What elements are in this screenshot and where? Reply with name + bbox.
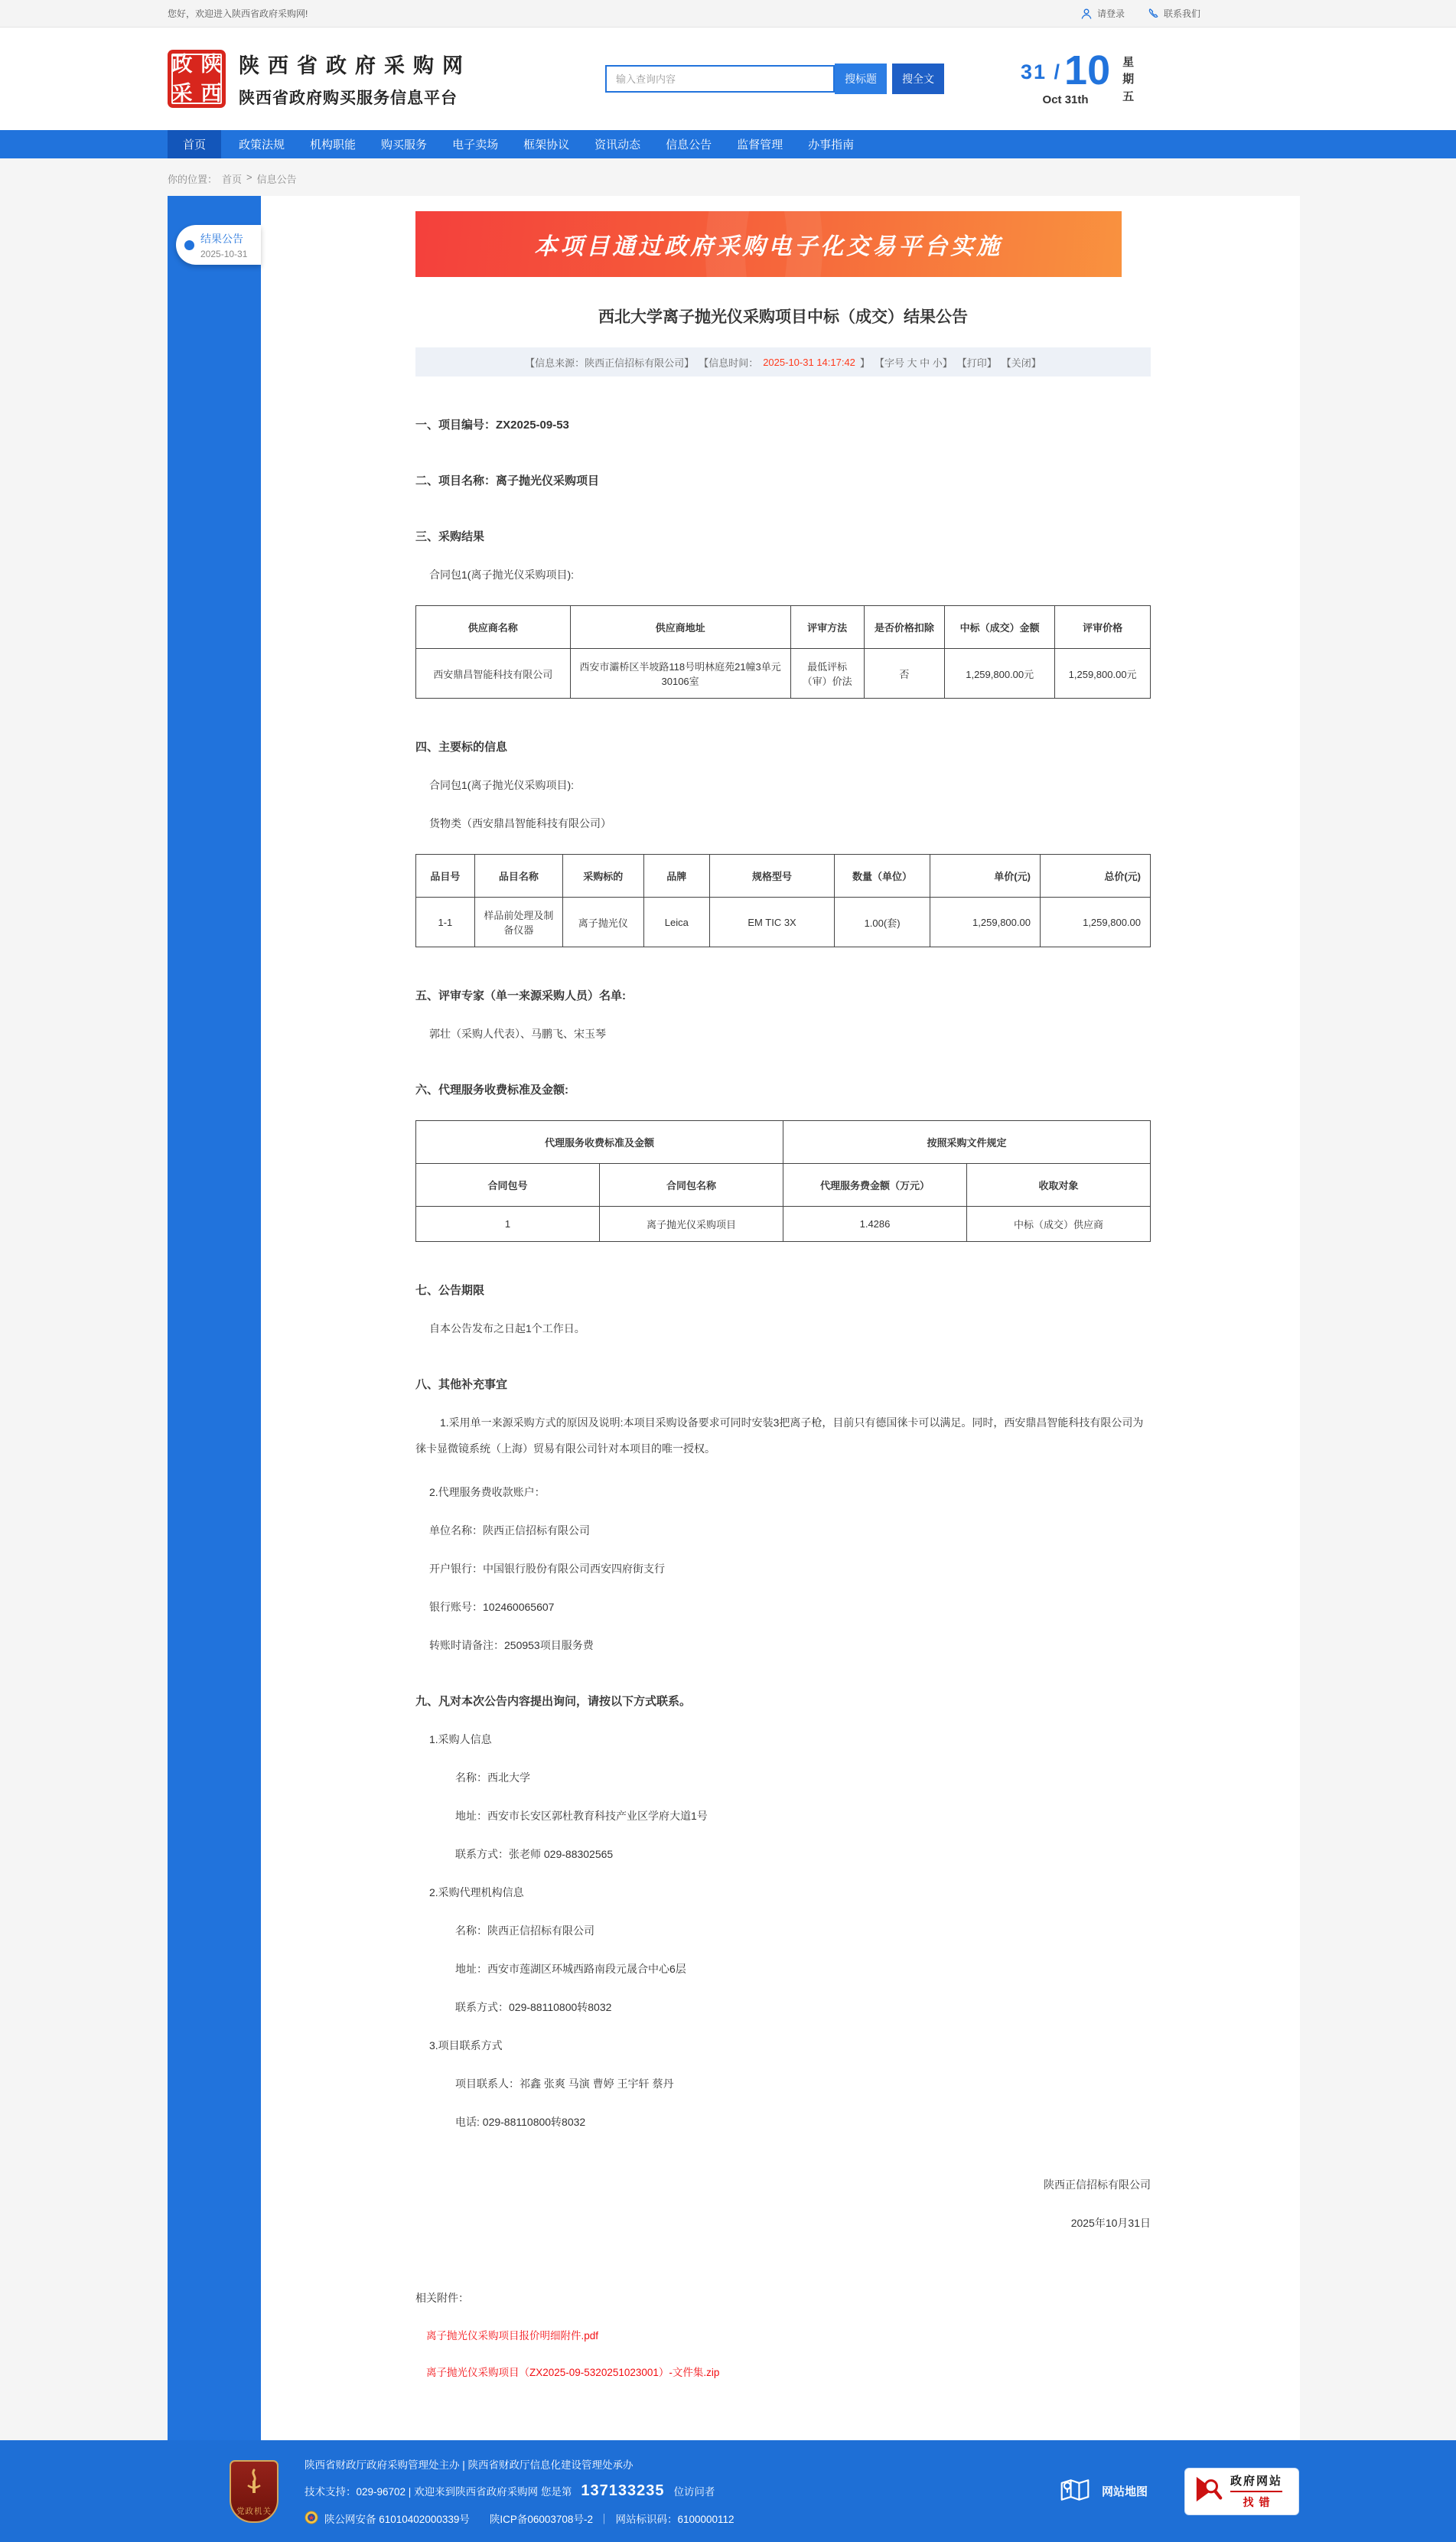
close-button[interactable]: 【关闭】: [1001, 357, 1041, 369]
error-finder-icon: [1194, 2474, 1223, 2508]
agency-address: 地址：西安市莲湖区环城西路南段元晟合中心6层: [455, 1963, 686, 1976]
welcome-text: 您好，欢迎进入陕西省政府采购网!: [168, 8, 308, 19]
attachment-link-pdf[interactable]: 离子抛光仪采购项目报价明细附件.pdf: [426, 2330, 599, 2342]
search-title-button[interactable]: 搜标题: [835, 64, 887, 94]
attachments-label: 相关附件：: [415, 2292, 469, 2305]
print-button[interactable]: 【打印】: [956, 357, 997, 369]
agency-info-title: 2.采购代理机构信息: [429, 1886, 524, 1899]
section-4-heading: 四、主要标的信息: [415, 741, 508, 754]
article-meta-bar: 【信息来源：陕西正信招标有限公司】 【信息时间： 2025-10-31 14:17:42 】 【字号 大 中 小】 【打印】 【关闭】: [415, 347, 1151, 376]
section-8-account-number: 银行账号：102460065607: [429, 1601, 555, 1614]
article-panel: [261, 196, 1300, 2440]
table-row: 1-1 样品前处理及制备仪器 离子抛光仪 Leica EM TIC 3X 1.00(套) 1,259,800.00 1,259,800.00: [416, 898, 1151, 947]
table-header-row: 供应商名称 供应商地址 评审方法 是否价格扣除 中标（成交）金额 评审价格: [416, 606, 1151, 649]
section-8-account-heading: 2.代理服务费收款账户：: [429, 1486, 546, 1499]
signature-company: 陕西正信招标有限公司: [1044, 2179, 1151, 2192]
section-5-heading: 五、评审专家（单一来源采购人员）名单:: [415, 989, 626, 1002]
signature-block: [415, 2177, 1151, 2231]
left-sidebar: [168, 196, 261, 2440]
section-8-transfer-note: 转账时请备注：250953项目服务费: [429, 1639, 594, 1652]
user-icon: [1080, 8, 1093, 20]
section-4-category: 货物类（西安鼎昌智能科技有限公司）: [429, 817, 611, 829]
section-7-heading: 七、公告期限: [415, 1284, 485, 1297]
site-footer: [0, 2440, 1456, 2542]
meta-time-prefix: 【信息时间：: [699, 357, 759, 369]
party-government-emblem: 党政机关: [230, 2460, 278, 2523]
date-english: Oct 31th: [1042, 93, 1089, 107]
section-5-experts: 郭壮（采购人代表）、马鹏飞、宋玉琴: [429, 1028, 606, 1040]
public-security-record[interactable]: 陕公网安备 61010402000339号: [324, 2514, 470, 2526]
site-subtitle: 陕西省政府购买服务信息平台: [239, 90, 458, 107]
login-label: 请登录: [1096, 8, 1125, 19]
section-8-account-name: 单位名称：陕西正信招标有限公司: [429, 1524, 590, 1537]
attachment-link-zip[interactable]: 离子抛光仪采购项目（ZX2025-09-5320251023001）-文件集.zip: [426, 2367, 720, 2379]
agency-name: 名称：陕西正信招标有限公司: [455, 1924, 594, 1937]
purchaser-name: 名称：西北大学: [455, 1771, 530, 1784]
search-input[interactable]: [605, 65, 835, 93]
table-header-row: 品目号 品目名称 采购标的 品牌 规格型号 数量（单位） 单价(元) 总价(元): [416, 855, 1151, 898]
section-8-reason: 1.采用单一来源采购方式的原因及说明:本项目采购设备要求可同时安装3把离子枪，目前只有德国徕卡可以满足。同时，西安鼎昌智能科技有限公司为徕卡显微镜系统（上海）贸易有限公司针对本项目的唯一授权。: [415, 1416, 1144, 1455]
footer-visitor-line: 技术支持：029-96702 | 欢迎来到陕西省政府采购网 您是第 137133235 位访问者: [305, 2482, 715, 2499]
date-month: 10: [1064, 47, 1111, 93]
section-3-heading: 三、采购结果: [415, 530, 485, 543]
breadcrumb-separator: >: [246, 171, 252, 183]
project-contact-phone: 电话: 029-88110800转8032: [455, 2116, 586, 2129]
contact-label: 联系我们: [1163, 8, 1200, 19]
nav-item-functions[interactable]: 机构职能: [310, 139, 357, 152]
nav-item-purchase-services[interactable]: 购买服务: [381, 139, 428, 152]
top-bar: [0, 0, 1456, 28]
project-contact-persons: 项目联系人：祁鑫 张爽 马演 曹婷 王宇轩 蔡丹: [455, 2078, 674, 2091]
section-2-project-name: 二、项目名称：离子抛光仪采购项目: [415, 474, 600, 487]
project-contact-title: 3.项目联系方式: [429, 2039, 503, 2052]
purchaser-address: 地址：西安市长安区郭杜教育科技产业区学府大道1号: [455, 1810, 708, 1823]
supplier-result-table: [415, 605, 1151, 699]
sitemap-link[interactable]: 网站地图: [1058, 2475, 1148, 2508]
site-header: [0, 28, 1456, 130]
eprocurement-banner: 本项目通过政府采购电子化交易平台实施: [415, 211, 1122, 277]
section-9-heading: 九、凡对本次公告内容提出询问，请按以下方式联系。: [415, 1695, 692, 1709]
footer-organizer-line: 陕西省财政厅政府采购管理处主办 | 陕西省财政厅信息化建设管理处承办: [305, 2459, 634, 2471]
site-logo: 政 陕 采 西: [168, 50, 226, 108]
section-4-package: 合同包1(离子抛光仪采购项目):: [429, 779, 574, 791]
date-widget: [1021, 47, 1135, 107]
breadcrumb-prefix: 你的位置：: [168, 174, 218, 185]
site-title: 陕西省政府采购网: [239, 54, 471, 77]
sidebar-tab-label: 结果公告: [200, 232, 243, 245]
bullet-dot-icon: [184, 240, 194, 250]
nav-item-framework-agreement[interactable]: 框架协议: [523, 139, 570, 152]
breadcrumb-home-link[interactable]: 首页: [222, 174, 243, 185]
icp-record[interactable]: 陕ICP备06003708号-2: [489, 2514, 593, 2526]
contact-link[interactable]: [1148, 7, 1200, 20]
section-3-package: 合同包1(离子抛光仪采购项目):: [429, 569, 574, 581]
font-size-control[interactable]: 【字号 大 中 小】: [874, 357, 953, 369]
sidebar-tab-date: 2025-10-31: [200, 248, 248, 259]
table-row: 西安鼎昌智能科技有限公司 西安市灞桥区半坡路118号明林庭苑21幢3单元30106室 最低评标（审）价法 否 1,259,800.00元 1,259,800.00元: [416, 649, 1151, 699]
nav-item-news[interactable]: 资讯动态: [594, 139, 641, 152]
section-6-heading: 六、代理服务收费标准及金额:: [415, 1084, 568, 1097]
search-bar: [605, 64, 944, 94]
nav-item-supervision[interactable]: 监督管理: [737, 139, 783, 152]
nav-item-guide[interactable]: 办事指南: [808, 139, 855, 152]
search-fulltext-button[interactable]: 搜全文: [892, 64, 944, 94]
section-8-bank: 开户银行：中国银行股份有限公司西安四府街支行: [429, 1563, 665, 1576]
purchaser-info-title: 1.采购人信息: [429, 1733, 492, 1746]
gov-site-error-report-badge[interactable]: 政府网站 找错: [1184, 2468, 1299, 2515]
visitor-count: 137133235: [581, 2482, 665, 2499]
section-1-project-number: 一、项目编号：ZX2025-09-53: [415, 419, 569, 432]
section-8-heading: 八、其他补充事宜: [415, 1378, 508, 1391]
sidebar-item-result-announcement[interactable]: [176, 225, 261, 265]
login-link[interactable]: [1080, 7, 1125, 20]
police-badge-icon: [305, 2511, 318, 2527]
nav-item-home[interactable]: 首页: [168, 130, 221, 158]
map-icon: [1058, 2475, 1092, 2508]
bid-items-table: [415, 854, 1151, 947]
meta-time-value: 2025-10-31 14:17:42: [763, 356, 855, 368]
signature-date: 2025年10月31日: [1070, 2217, 1151, 2230]
date-day: 31 /: [1021, 60, 1062, 83]
phone-icon: [1148, 8, 1159, 19]
page-title: 西北大学离子抛光仪采购项目中标（成交）结果公告: [598, 308, 968, 326]
emblem-torch-icon: [244, 2469, 264, 2503]
breadcrumb: [168, 158, 1300, 196]
table-row: 1 离子抛光仪采购项目 1.4286 中标（成交）供应商: [416, 1207, 1151, 1242]
breadcrumb-current: 信息公告: [256, 174, 297, 185]
agency-contact: 联系方式：029-88110800转8032: [455, 2001, 612, 2014]
main-nav: [0, 130, 1456, 158]
agency-fee-table: [415, 1120, 1151, 1242]
date-weekday: 星期五: [1122, 55, 1135, 103]
purchaser-contact: 联系方式：张老师 029-88302565: [455, 1848, 614, 1861]
site-id-code: 网站标识码：6100000112: [615, 2514, 735, 2526]
section-7-body: 自本公告发布之日起1个工作日。: [429, 1322, 585, 1335]
nav-item-e-mall[interactable]: 电子卖场: [452, 139, 499, 152]
table-header-row: 合同包号 合同包名称 代理服务费金额（万元） 收取对象: [416, 1164, 1151, 1207]
table-group-header-row: 代理服务收费标准及金额 按照采购文件规定: [416, 1121, 1151, 1164]
meta-source: 【信息来源：陕西正信招标有限公司】: [525, 357, 695, 369]
nav-item-policies[interactable]: 政策法规: [239, 139, 285, 152]
footer-registration-line: 陕公网安备 61010402000339号 陕ICP备06003708号-2 ｜ 网站标识码：6100000112: [305, 2511, 735, 2527]
nav-item-announcements[interactable]: 信息公告: [666, 139, 712, 152]
